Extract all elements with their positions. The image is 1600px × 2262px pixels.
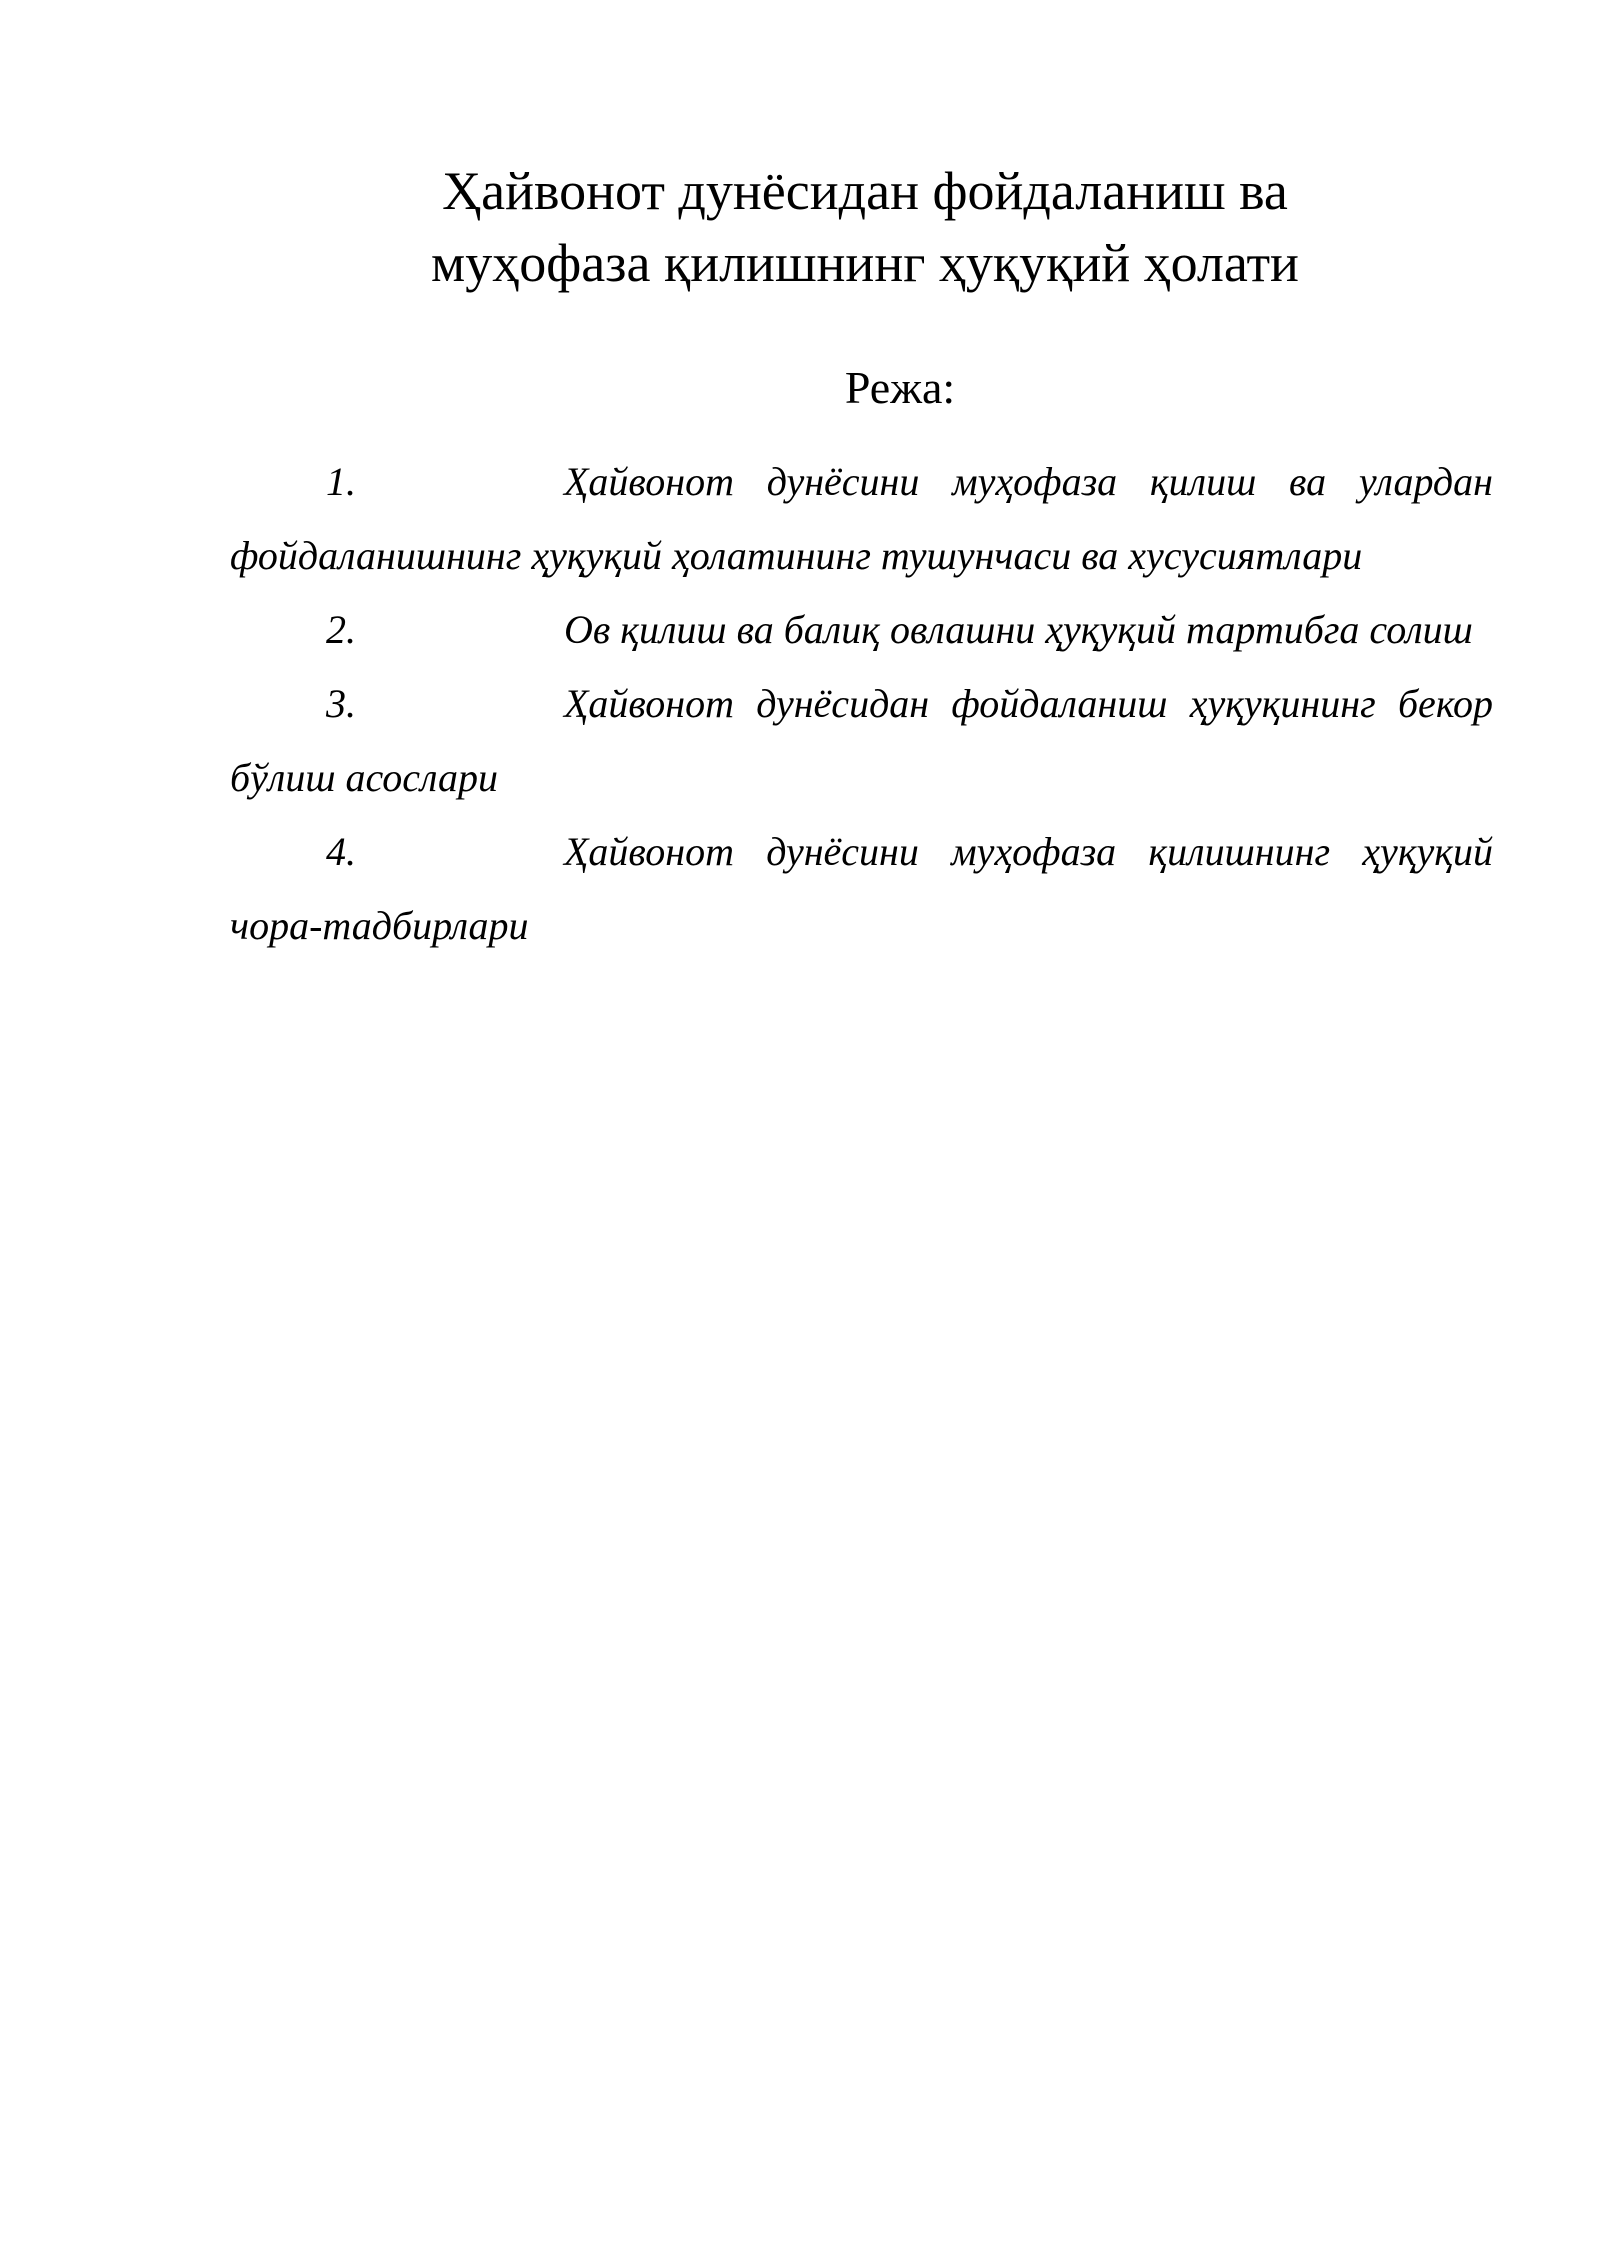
plan-list xyxy=(230,445,1493,963)
plan-item-1 xyxy=(230,445,1493,593)
plan-item-text: Ҳайвонот дунёсини муҳофаза қилиш ва улардан фойдаланишнинг ҳуқуқий ҳолатининг тушунчаси ва хусусиятлари xyxy=(230,459,1493,578)
plan-item-text: Ов қилиш ва балиқ овлашни ҳуқуқий тартибга солиш xyxy=(564,607,1473,652)
plan-heading: Режа: xyxy=(844,362,956,413)
plan-item-number: 1. xyxy=(326,459,356,504)
document-title xyxy=(230,155,1500,299)
title-line-2: муҳофаза қилишнинг ҳуқуқий ҳолати xyxy=(431,233,1299,293)
plan-item-text: Ҳайвонот дунёсини муҳофаза қилишнинг ҳуқуқий чора-тадбирлари xyxy=(230,829,1493,948)
plan-item-3 xyxy=(230,667,1493,815)
plan-item-text: Ҳайвонот дунёсидан фойдаланиш ҳуқуқининг бекор бўлиш асослари xyxy=(230,681,1493,800)
plan-item-number: 2. xyxy=(326,607,356,652)
title-line-1: Ҳайвонот дунёсидан фойдаланиш ва xyxy=(442,161,1288,221)
plan-item-number: 3. xyxy=(326,681,356,726)
plan-item-2 xyxy=(230,593,1493,667)
plan-item-4 xyxy=(230,815,1493,963)
plan-item-number: 4. xyxy=(326,829,356,874)
